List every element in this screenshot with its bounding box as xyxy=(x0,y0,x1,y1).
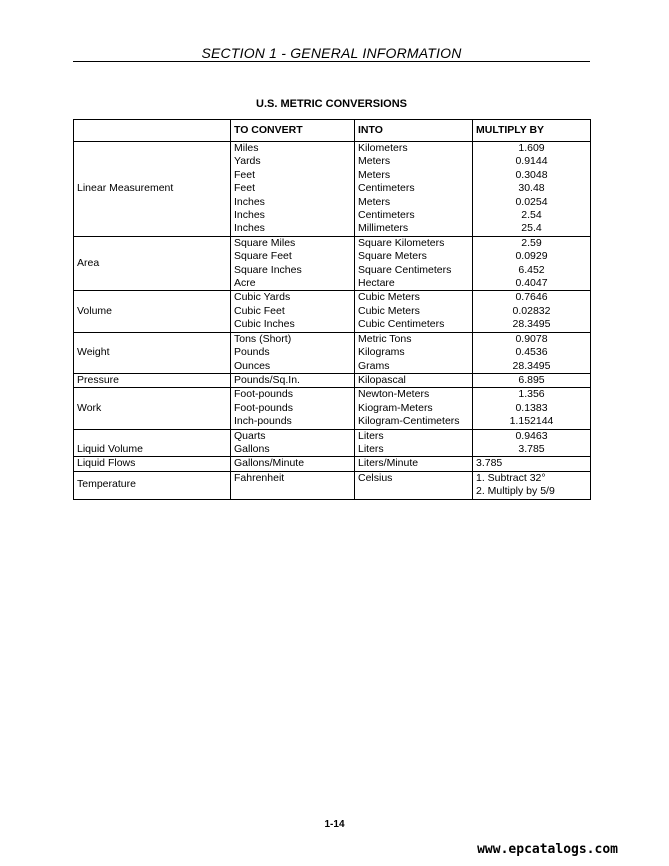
into-value: Millimeters xyxy=(358,222,409,235)
into-value: Centimeters xyxy=(358,209,415,222)
multiply-by-value: 0.0254 xyxy=(515,195,548,208)
to-convert-value: Inches xyxy=(234,195,265,208)
category-cell: Liquid Flows xyxy=(74,457,231,471)
into-value: Kilograms xyxy=(358,346,405,359)
table-row xyxy=(74,471,591,499)
into-value: Meters xyxy=(358,155,391,168)
to-convert-value: Tons (Short) xyxy=(234,332,292,345)
conversion-table xyxy=(73,119,591,500)
into-value: Meters xyxy=(358,168,391,181)
multiply-by-value: 6.895 xyxy=(518,373,545,386)
to-convert-value: Square Miles xyxy=(234,236,296,249)
multiply-by-value: 0.9144 xyxy=(515,155,548,168)
into-cell xyxy=(355,471,473,499)
multiply-by-cell xyxy=(473,388,591,429)
into-value: Meters xyxy=(358,195,391,208)
table-header-row xyxy=(74,120,591,142)
to-convert-value: Acre xyxy=(234,277,256,290)
into-value: Square Kilometers xyxy=(358,236,445,249)
category-cell: Area xyxy=(74,236,231,291)
into-value: Square Meters xyxy=(358,250,427,263)
to-convert-value: Gallons/Minute xyxy=(234,457,305,470)
to-convert-cell xyxy=(231,332,355,373)
into-value: Metric Tons xyxy=(358,332,412,345)
to-convert-value: Cubic Feet xyxy=(234,304,285,317)
to-convert-value: Square Inches xyxy=(234,263,302,276)
multiply-by-value: 1. Subtract 32° xyxy=(476,471,546,484)
to-convert-value: Feet xyxy=(234,168,256,181)
to-convert-value: Quarts xyxy=(234,429,266,442)
table-body xyxy=(74,142,591,500)
into-value: Cubic Meters xyxy=(358,304,420,317)
category-cell: Temperature xyxy=(74,471,231,499)
multiply-by-value: 0.7646 xyxy=(515,291,548,304)
category-cell: Linear Measurement xyxy=(74,142,231,237)
category-cell: Work xyxy=(74,388,231,429)
multiply-by-cell xyxy=(473,332,591,373)
multiply-by-value: 0.9463 xyxy=(515,429,548,442)
to-convert-value: Inches xyxy=(234,222,265,235)
multiply-by-cell xyxy=(473,236,591,291)
multiply-by-value: 0.4047 xyxy=(515,277,548,290)
into-cell xyxy=(355,332,473,373)
to-convert-cell xyxy=(231,471,355,499)
into-value: Hectare xyxy=(358,277,395,290)
into-value xyxy=(358,485,469,498)
to-convert-cell xyxy=(231,429,355,457)
into-value: Centimeters xyxy=(358,182,415,195)
multiply-by-value: 0.1383 xyxy=(515,401,548,414)
category-cell: Weight xyxy=(74,332,231,373)
to-convert-value: Cubic Yards xyxy=(234,291,291,304)
multiply-by-value: 28.3495 xyxy=(512,318,551,331)
multiply-by-cell xyxy=(473,429,591,457)
multiply-by-value: 2. Multiply by 5/9 xyxy=(476,485,555,498)
multiply-by-value: 28.3495 xyxy=(512,359,551,372)
to-convert-value: Gallons xyxy=(234,442,270,455)
multiply-by-value: 1.356 xyxy=(518,388,545,401)
table-row xyxy=(74,236,591,291)
to-convert-value: Pounds xyxy=(234,346,270,359)
to-convert-value: Fahrenheit xyxy=(234,471,285,484)
multiply-by-value: 2.59 xyxy=(521,236,542,249)
to-convert-value: Square Feet xyxy=(234,250,292,263)
to-convert-value: Feet xyxy=(234,182,256,195)
multiply-by-value: 2.54 xyxy=(521,209,542,222)
multiply-by-value: 3.785 xyxy=(518,442,545,455)
to-convert-value: Foot-pounds xyxy=(234,401,293,414)
table-row xyxy=(74,457,591,471)
into-value: Newton-Meters xyxy=(358,388,430,401)
page-number: 1-14 xyxy=(324,819,345,830)
multiply-by-cell xyxy=(473,373,591,387)
to-convert-value xyxy=(234,485,351,498)
multiply-by-value: 0.02832 xyxy=(512,304,551,317)
to-convert-cell xyxy=(231,373,355,387)
into-cell xyxy=(355,142,473,237)
column-header-to-convert: TO CONVERT xyxy=(231,120,355,142)
section-divider xyxy=(73,61,590,62)
section-title: SECTION 1 - GENERAL INFORMATION xyxy=(201,45,462,61)
into-value: Liters xyxy=(358,442,384,455)
column-header-category xyxy=(74,120,231,142)
table-title: U.S. METRIC CONVERSIONS xyxy=(256,98,407,110)
into-value: Liters xyxy=(358,429,384,442)
to-convert-value: Inches xyxy=(234,209,265,222)
into-cell xyxy=(355,388,473,429)
table-row xyxy=(74,388,591,429)
to-convert-cell xyxy=(231,291,355,332)
column-header-multiply-by: MULTIPLY BY xyxy=(473,120,591,142)
into-value: Grams xyxy=(358,359,390,372)
multiply-by-value: 30.48 xyxy=(518,182,545,195)
table-row xyxy=(74,142,591,237)
to-convert-value: Yards xyxy=(234,155,261,168)
into-cell xyxy=(355,457,473,471)
into-cell xyxy=(355,291,473,332)
into-cell xyxy=(355,373,473,387)
multiply-by-value: 6.452 xyxy=(518,263,545,276)
table-row xyxy=(74,429,591,457)
to-convert-value: Miles xyxy=(234,142,259,154)
column-header-into: INTO xyxy=(355,120,473,142)
multiply-by-cell xyxy=(473,457,591,471)
multiply-by-cell xyxy=(473,471,591,499)
multiply-by-value: 0.3048 xyxy=(515,168,548,181)
into-value: Cubic Meters xyxy=(358,291,420,304)
into-value: Kilometers xyxy=(358,142,408,154)
to-convert-cell xyxy=(231,457,355,471)
to-convert-value: Cubic Inches xyxy=(234,318,295,331)
to-convert-value: Ounces xyxy=(234,359,271,372)
table-row xyxy=(74,332,591,373)
category-cell: Liquid Volume xyxy=(74,429,231,457)
multiply-by-value: 3.785 xyxy=(476,457,503,470)
multiply-by-cell xyxy=(473,291,591,332)
into-cell xyxy=(355,236,473,291)
multiply-by-value: 1.152144 xyxy=(509,415,554,428)
into-value: Liters/Minute xyxy=(358,457,419,470)
multiply-by-cell xyxy=(473,142,591,237)
into-value: Kilogram-Centimeters xyxy=(358,415,460,428)
table-row xyxy=(74,373,591,387)
to-convert-cell xyxy=(231,388,355,429)
into-value: Kilopascal xyxy=(358,373,406,386)
category-cell: Pressure xyxy=(74,373,231,387)
multiply-by-value: 0.9078 xyxy=(515,332,548,345)
into-value: Square Centimeters xyxy=(358,263,452,276)
table-row xyxy=(74,291,591,332)
into-cell xyxy=(355,429,473,457)
to-convert-value: Inch-pounds xyxy=(234,415,292,428)
multiply-by-value: 1.609 xyxy=(518,142,545,154)
multiply-by-value: 25.4 xyxy=(521,222,542,235)
category-cell: Volume xyxy=(74,291,231,332)
to-convert-value: Foot-pounds xyxy=(234,388,293,401)
multiply-by-value: 0.4536 xyxy=(515,346,548,359)
watermark: www.epcatalogs.com xyxy=(477,842,618,857)
multiply-by-value: 0.0929 xyxy=(515,250,548,263)
to-convert-value: Pounds/Sq.In. xyxy=(234,373,300,386)
to-convert-cell xyxy=(231,142,355,237)
into-value: Celsius xyxy=(358,471,393,484)
to-convert-cell xyxy=(231,236,355,291)
into-value: Kiogram-Meters xyxy=(358,401,433,414)
into-value: Cubic Centimeters xyxy=(358,318,445,331)
